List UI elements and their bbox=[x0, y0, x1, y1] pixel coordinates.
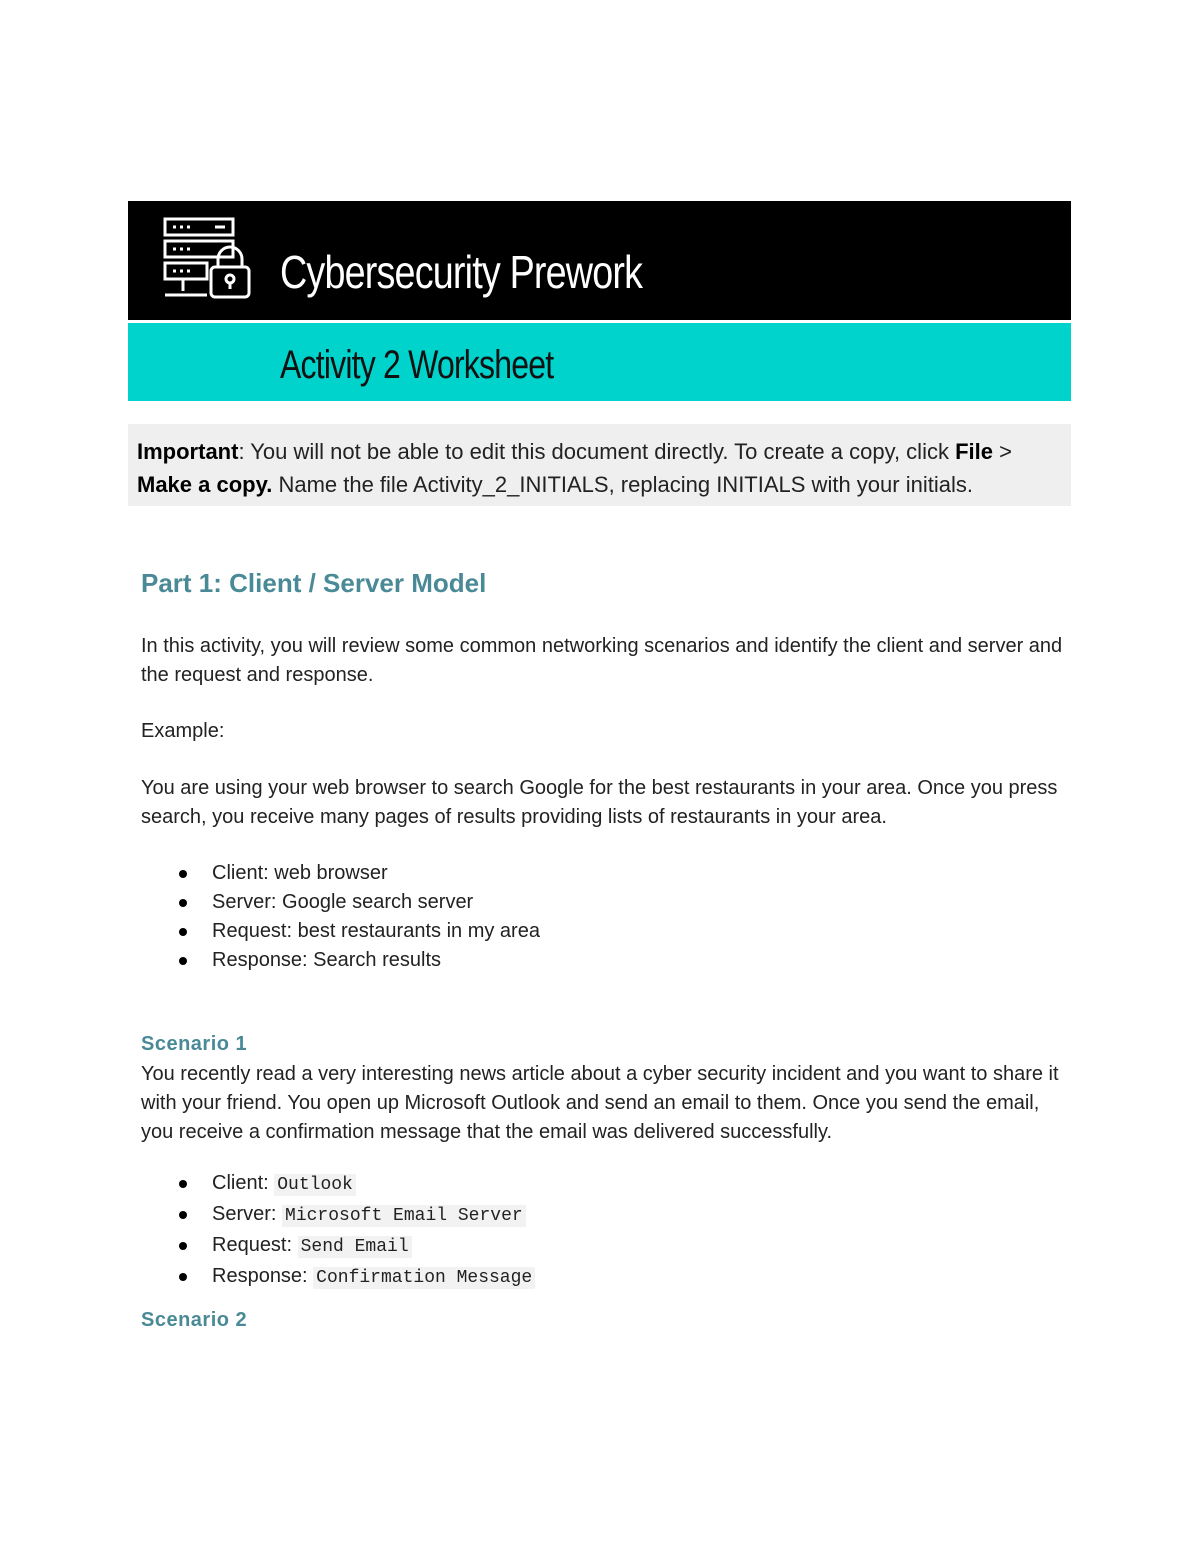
list-item: Client: Outlook bbox=[141, 1169, 535, 1200]
bullet-icon bbox=[179, 1180, 187, 1188]
bullet-icon bbox=[179, 1273, 187, 1281]
page-title: Cybersecurity Prework bbox=[280, 246, 643, 298]
notice-text-2: Name the file Activity_2_INITIALS, replacing INITIALS with your initials. bbox=[272, 472, 973, 497]
example-label: Example: bbox=[141, 720, 225, 742]
notice-gt: > bbox=[992, 439, 1012, 464]
subtitle-banner bbox=[128, 323, 1071, 401]
scenario1-heading: Scenario 1 bbox=[141, 1033, 248, 1055]
answer-field: Microsoft Email Server bbox=[282, 1205, 526, 1227]
list-item: Request: best restaurants in my area bbox=[141, 917, 540, 946]
bullet-icon bbox=[179, 870, 187, 878]
answer-field: Confirmation Message bbox=[313, 1267, 535, 1289]
page-subtitle: Activity 2 Worksheet bbox=[280, 343, 554, 387]
bullet-icon bbox=[179, 899, 187, 907]
bullet-icon bbox=[179, 1211, 187, 1219]
bullet-icon bbox=[179, 928, 187, 936]
answer-field: Send Email bbox=[298, 1236, 412, 1258]
header-banner bbox=[128, 201, 1071, 320]
notice-file: File bbox=[955, 439, 993, 464]
part1-heading: Part 1: Client / Server Model bbox=[141, 568, 487, 598]
scenario1-text: You recently read a very interesting news article about a cyber security incident and you want to share it with your friend. You open up Microsoft Outlook and send an email to them. Once you send the email, you receive a confirmation message that the email was delivered successfully. bbox=[141, 1063, 1059, 1143]
bullet-icon bbox=[179, 957, 187, 965]
list-item: Request: Send Email bbox=[141, 1231, 535, 1262]
answer-field: Outlook bbox=[274, 1174, 356, 1196]
part1-intro: In this activity, you will review some common networking scenarios and identify the client and server and the request and response. bbox=[141, 635, 1063, 686]
scenario2-heading: Scenario 2 bbox=[141, 1309, 248, 1331]
notice-make-copy: Make a copy. bbox=[137, 472, 273, 497]
list-item: Response: Confirmation Message bbox=[141, 1262, 535, 1293]
server-lock-icon bbox=[163, 215, 253, 301]
example-text: You are using your web browser to search Google for the best restaurants in your area. Once you press search, you receive many pages of results providing lists of restaurants in your area. bbox=[141, 777, 1058, 828]
notice-text: : You will not be able to edit this document directly. To create a copy, click bbox=[238, 439, 956, 464]
important-notice bbox=[128, 424, 1071, 506]
example-list bbox=[141, 859, 540, 975]
scenario1-list bbox=[141, 1169, 535, 1293]
list-item: Server: Google search server bbox=[141, 888, 540, 917]
bullet-icon bbox=[179, 1242, 187, 1250]
list-item: Response: Search results bbox=[141, 946, 540, 975]
list-item: Client: web browser bbox=[141, 859, 540, 888]
list-item: Server: Microsoft Email Server bbox=[141, 1200, 535, 1231]
notice-label: Important bbox=[137, 439, 239, 464]
